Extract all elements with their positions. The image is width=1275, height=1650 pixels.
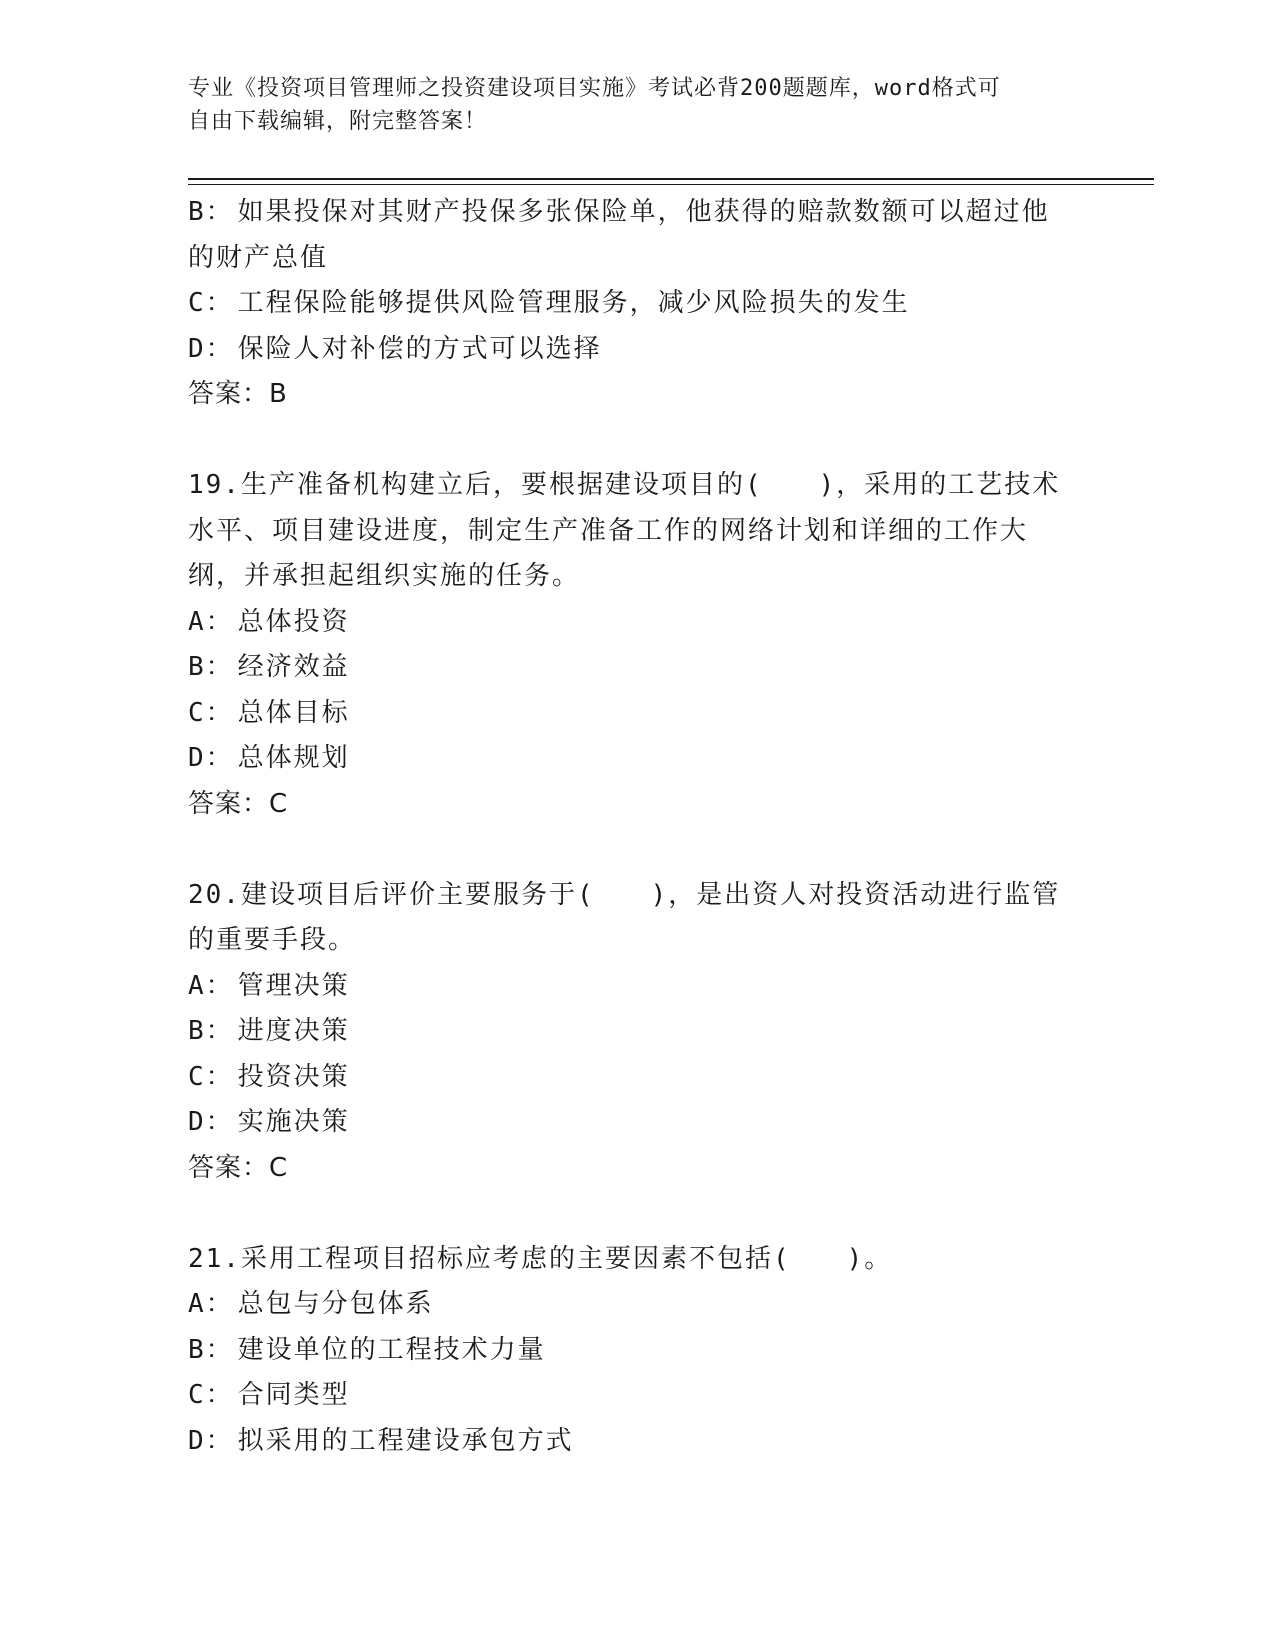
- option-text: 合同类型: [237, 1380, 350, 1410]
- question-stem-line: 水平、项目建设进度，制定生产准备工作的网络计划和详细的工作大: [188, 515, 1029, 546]
- option-line: [188, 1100, 1088, 1146]
- option-line: [188, 190, 1088, 236]
- question-19: [188, 463, 1088, 827]
- question-stem-line: 19.生产准备机构建立后，要根据建设项目的( )，采用的工艺技术: [188, 470, 1061, 500]
- option-letter: C：: [188, 697, 234, 728]
- option-text: 工程保险能够提供风险管理服务，减少风险损失的发生: [237, 288, 910, 318]
- option-line: [188, 691, 1088, 737]
- option-line: [188, 281, 1088, 327]
- spacer: [188, 1191, 1088, 1237]
- option-line: [188, 1009, 1088, 1055]
- question-stem-line: 纲，并承担起组织实施的任务。: [188, 561, 581, 591]
- option-line: [188, 736, 1088, 782]
- option-line: [188, 600, 1088, 646]
- option-letter: A：: [188, 1289, 234, 1319]
- option-text: 保险人对补偿的方式可以选择: [237, 333, 602, 364]
- option-letter: D：: [188, 1107, 234, 1137]
- question-20: [188, 873, 1088, 1192]
- option-letter: A：: [188, 970, 234, 1001]
- question-21: [188, 1237, 1088, 1465]
- answer-line: 答案：B: [188, 379, 288, 409]
- option-letter: B：: [188, 652, 234, 682]
- option-letter: B：: [188, 197, 234, 227]
- option-text: 投资决策: [237, 1061, 350, 1092]
- question-stem-line: 20.建设项目后评价主要服务于( )，是出资人对投资活动进行监管: [188, 879, 1061, 910]
- option-line: [188, 1055, 1088, 1101]
- option-text: 建设单位的工程技术力量: [237, 1334, 546, 1365]
- option-text: 如果投保对其财产投保多张保险单，他获得的赔款数额可以超过他: [237, 197, 1050, 227]
- spacer: [188, 418, 1088, 464]
- question-stem-line: 的重要手段。: [188, 925, 357, 955]
- question-stem-line: 21.采用工程项目招标应考虑的主要因素不包括( )。: [188, 1243, 893, 1274]
- option-line-continued: 的财产总值: [188, 242, 329, 273]
- option-letter: D：: [188, 743, 234, 773]
- option-text: 总包与分包体系: [237, 1289, 434, 1319]
- option-letter: B：: [188, 1334, 234, 1365]
- option-line: [188, 964, 1088, 1010]
- carryover-block: [188, 190, 1088, 418]
- option-line: [188, 1373, 1088, 1419]
- spacer: [188, 827, 1088, 873]
- option-letter: C：: [188, 1061, 234, 1092]
- option-line: [188, 1419, 1088, 1465]
- option-line: [188, 645, 1088, 691]
- option-line: [188, 1328, 1088, 1374]
- option-text: 总体目标: [237, 697, 350, 728]
- option-text: 经济效益: [237, 652, 350, 682]
- option-text: 拟采用的工程建设承包方式: [237, 1425, 574, 1456]
- question-content: [188, 190, 1088, 1464]
- option-text: 总体投资: [237, 606, 350, 637]
- option-text: 总体规划: [237, 743, 350, 773]
- option-letter: B：: [188, 1016, 234, 1046]
- answer-line: 答案：C: [188, 1152, 289, 1183]
- header-line-1: 专业《投资项目管理师之投资建设项目实施》考试必背200题题库，word格式可: [188, 76, 1001, 101]
- option-line: [188, 327, 1088, 373]
- option-line: [188, 1282, 1088, 1328]
- option-text: 实施决策: [237, 1107, 350, 1137]
- header-divider: [188, 178, 1154, 185]
- answer-line: 答案：C: [188, 788, 289, 819]
- header-line-2: 自由下载编辑，附完整答案！: [188, 109, 488, 134]
- option-letter: C：: [188, 288, 234, 318]
- option-text: 管理决策: [237, 970, 350, 1001]
- option-letter: D：: [188, 333, 234, 364]
- option-letter: A：: [188, 606, 234, 637]
- option-text: 进度决策: [237, 1016, 350, 1046]
- option-letter: D：: [188, 1425, 234, 1456]
- document-header: [188, 72, 1068, 138]
- option-letter: C：: [188, 1380, 234, 1410]
